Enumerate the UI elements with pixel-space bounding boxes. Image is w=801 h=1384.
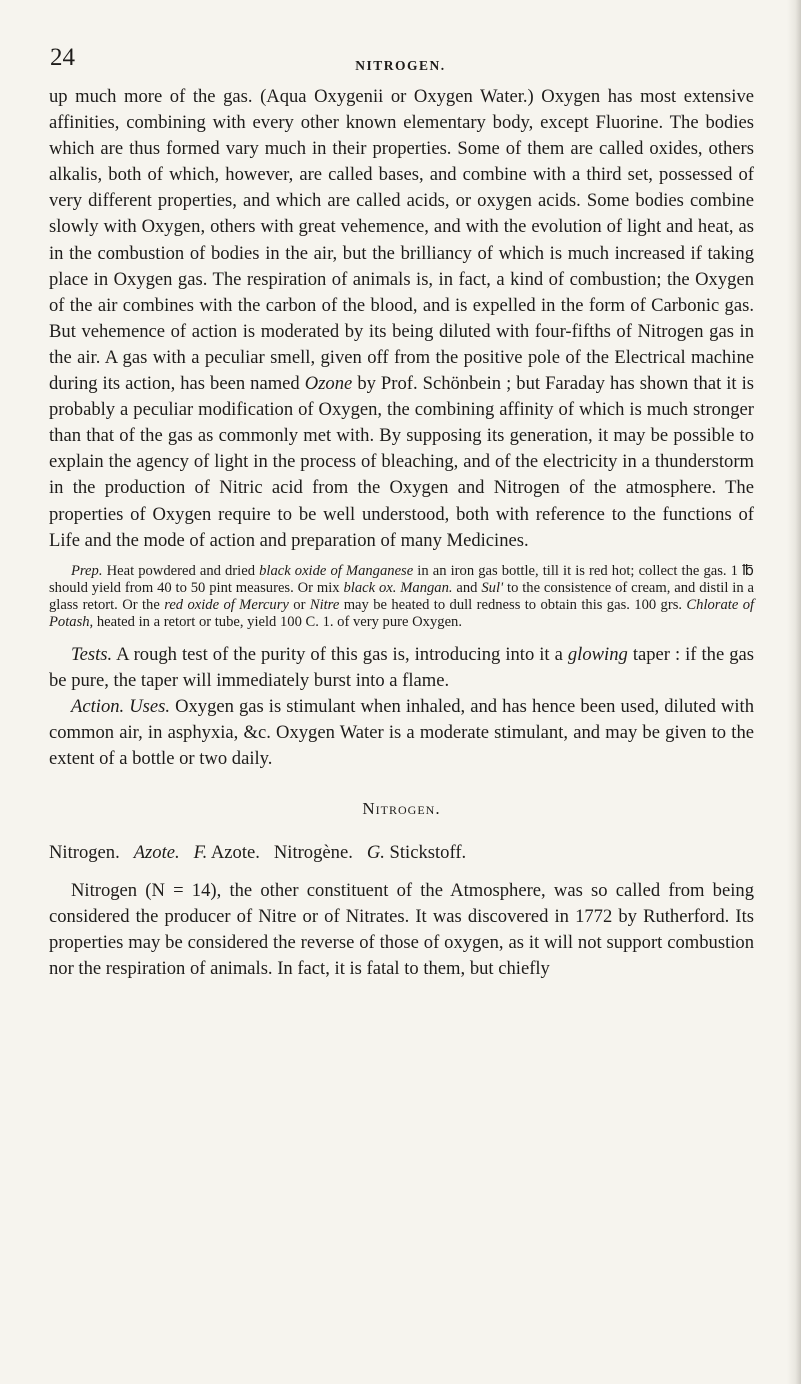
oxygen-text-continued: by Prof. Schönbein ; but Faraday has shown that it is probably a peculiar modification of Oxygen, the combining affinity of which is much stronger than that of the gas as commonly met with. By supposing its generation, it may be possible to explain the agency of light in the process of bleaching, and of the electricity in a thunderstorm in the production of Nitric acid from the Oxygen and Nitrogen of the atmosphere. The properties of Oxygen require to be well understood, both with reference to the functions of Life and the mode of action and preparation of many Medicines. [49,373,755,551]
prep-italic: Sul' [481,579,504,596]
action-label: Action. Uses. [71,695,171,717]
prep-text: in an iron gas bottle, till it is red hot; collect the gas. 1 ℔ should yield from 40 to 50 pint measures. Or mix [49,562,754,596]
prep-text: heated in a retort or tube, yield 100 C. 1. of very pure Oxygen. [96,614,462,631]
oxygen-text: up much more of the gas. (Aqua Oxygenii or Oxygen Water.) Oxygen has most extensive affinities, combining with every other known elementary body, except Fluorine. The bodies which are thus formed vary much in their properties. Some of them are called oxides, others alkalis, both of which, however, are called bases, and combine with a third set, possessed of very different properties, and which are called acids, or oxygen acids. Some bodies combine slowly with Oxygen, others with great vehemence, and with the evolution of light and heat, as in the combustion of bodies in the air, but the brilliancy of which is much increased if taking place in Oxygen gas. The respiration of animals is, in fact, a kind of combustion; the Oxygen of the air combines with the carbon of the blood, and is expelled in the form of Carbonic gas. But vehemence of action is moderated by its being diluted with four-fifths of Nitrogen gas in the air. A gas with a peculiar smell, given off from the positive pole of the Electrical machine during its action, has been named [49,86,754,395]
name-french-alt: Nitrogène. [273,842,353,864]
running-title: NITROGEN. [355,58,446,73]
prep-text: and [456,579,478,596]
tests-text: taper : if the gas be pure, the taper will immediately burst into a flame. [49,643,755,691]
section-heading: Nitrogen. [362,798,441,818]
page-body [49,84,754,983]
name-latin-alt: Azote. [133,842,180,864]
prep-italic: Nitre [309,597,340,614]
action-text: Oxygen gas is stimulant when inhaled, and has hence been used, diluted with common air, in asphyxia, &c. Oxygen Water is a moderate stimulant, and may be given to the extent of a bottle or two daily. [49,695,754,769]
name-german-label: G. [366,842,385,864]
tests-label: Tests. [71,643,113,665]
name-german: Stickstoff. [389,842,467,864]
tests-text: A rough test of the purity of this gas is, introducing into it a [116,643,563,665]
tests-italic: glowing [567,643,628,665]
prep-italic: black ox. Mangan. [343,579,453,596]
prep-label: Prep. [71,562,103,579]
prep-italic: Chlorate of Potash, [49,597,755,631]
tests-paragraph [49,642,754,694]
prep-text: may be heated to dull redness to obtain this gas. 100 grs. [343,597,683,614]
name-french: Azote. [210,842,260,864]
preparation-paragraph [49,563,754,632]
nitrogen-names [49,840,754,866]
oxygen-paragraph [49,84,754,554]
prep-text: or [293,597,306,614]
prep-text: to the consistence of cream, and distil in a glass retort. Or the [49,579,754,614]
ozone-term: Ozone [304,373,353,395]
prep-italic: black oxide of Manganese [259,562,414,579]
action-paragraph [49,694,754,772]
name-latin: Nitrogen. [49,842,120,864]
prep-italic: red oxide of Mercury [164,597,289,614]
page-number: 24 [50,44,75,71]
name-french-label: F. [193,842,208,864]
nitrogen-paragraph: Nitrogen (N = 14), the other constituent of the Atmosphere, was so called from being considered the producer of Nitre or of Nitrates. It was discovered in 1772 by Rutherford. Its properties may be considered the reverse of those of oxygen, as it will not support combustion nor the respiration of animals. In fact, it is fatal to them, but chiefly [49,880,754,980]
prep-text: Heat powdered and dried [106,562,255,579]
page-edge-shadow [787,0,801,1384]
